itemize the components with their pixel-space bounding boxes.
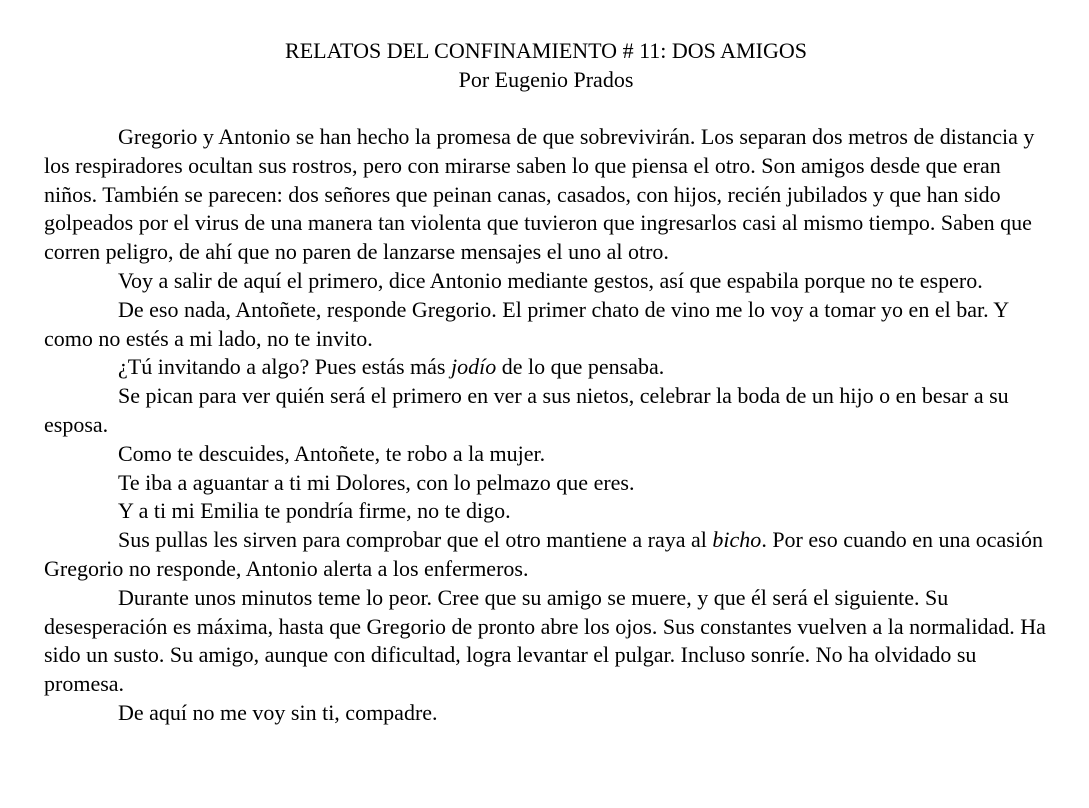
document-page bbox=[44, 36, 1048, 728]
paragraph-9 bbox=[44, 526, 1048, 584]
title-spacer bbox=[44, 94, 1048, 123]
paragraph-5: Se pican para ver quién será el primero en ver a sus nietos, celebrar la boda de un hijo o en besar a su esposa. bbox=[44, 383, 1009, 437]
document-title: RELATOS DEL CONFINAMIENTO # 11: DOS AMIGOS bbox=[285, 38, 807, 63]
document-author: Por Eugenio Prados bbox=[458, 67, 634, 92]
paragraph-2: Voy a salir de aquí el primero, dice Antonio mediante gestos, así que espabila porque no te espero. bbox=[118, 267, 983, 293]
paragraph-3: De eso nada, Antoñete, responde Gregorio. El primer chato de vino me lo voy a tomar yo en el bar. Y como no estés a mi lado, no te invito. bbox=[44, 296, 1009, 351]
paragraph-8: Y a ti mi Emilia te pondría firme, no te digo. bbox=[118, 498, 511, 524]
paragraph-4-text-before: ¿Tú invitando a algo? Pues estás más bbox=[118, 354, 451, 380]
paragraph-4-text-after: de lo que pensaba. bbox=[496, 354, 665, 380]
paragraph-7: Te iba a aguantar a ti mi Dolores, con lo pelmazo que eres. bbox=[118, 469, 635, 495]
paragraph-9-italic-word: bicho bbox=[712, 527, 762, 553]
paragraph-6: Como te descuides, Antoñete, te robo a la mujer. bbox=[118, 440, 546, 466]
paragraph-1: Gregorio y Antonio se han hecho la promesa de que sobrevivirán. Los separan dos metros de distancia y los respiradores ocultan sus rostros, pero con mirarse saben lo que piensa el otro. Son amigos desde que eran niños. También se parecen: dos señores que peinan canas, casados, con hijos, recién jubilados y que han sido golpeados por el virus de una manera tan violenta que tuvieron que ingresarlos casi al mismo tiempo. Saben que corren peligro, de ahí que no paren de lanzarse mensajes el uno al otro. bbox=[44, 124, 1035, 265]
paragraph-4-italic-word: jodío bbox=[450, 354, 497, 380]
paragraph-11: De aquí no me voy sin ti, compadre. bbox=[118, 699, 438, 725]
paragraph-10: Durante unos minutos teme lo peor. Cree que su amigo se muere, y que él será el siguiente. Su desesperación es máxima, hasta que Gregorio de pronto abre los ojos. Sus constantes vuelven a la normalidad. Ha sido un susto. Su amigo, aunque con dificultad, logra levantar el pulgar. Incluso sonríe. No ha olvidado su promesa. bbox=[44, 584, 1046, 697]
paragraph-4 bbox=[44, 353, 1048, 382]
paragraph-9-text-after: . Por eso cuando en una ocasión Gregorio no responde, Antonio alerta a los enfermeros. bbox=[44, 527, 1043, 581]
paragraph-9-text-before: Sus pullas les sirven para comprobar que el otro mantiene a raya al bbox=[118, 527, 713, 553]
